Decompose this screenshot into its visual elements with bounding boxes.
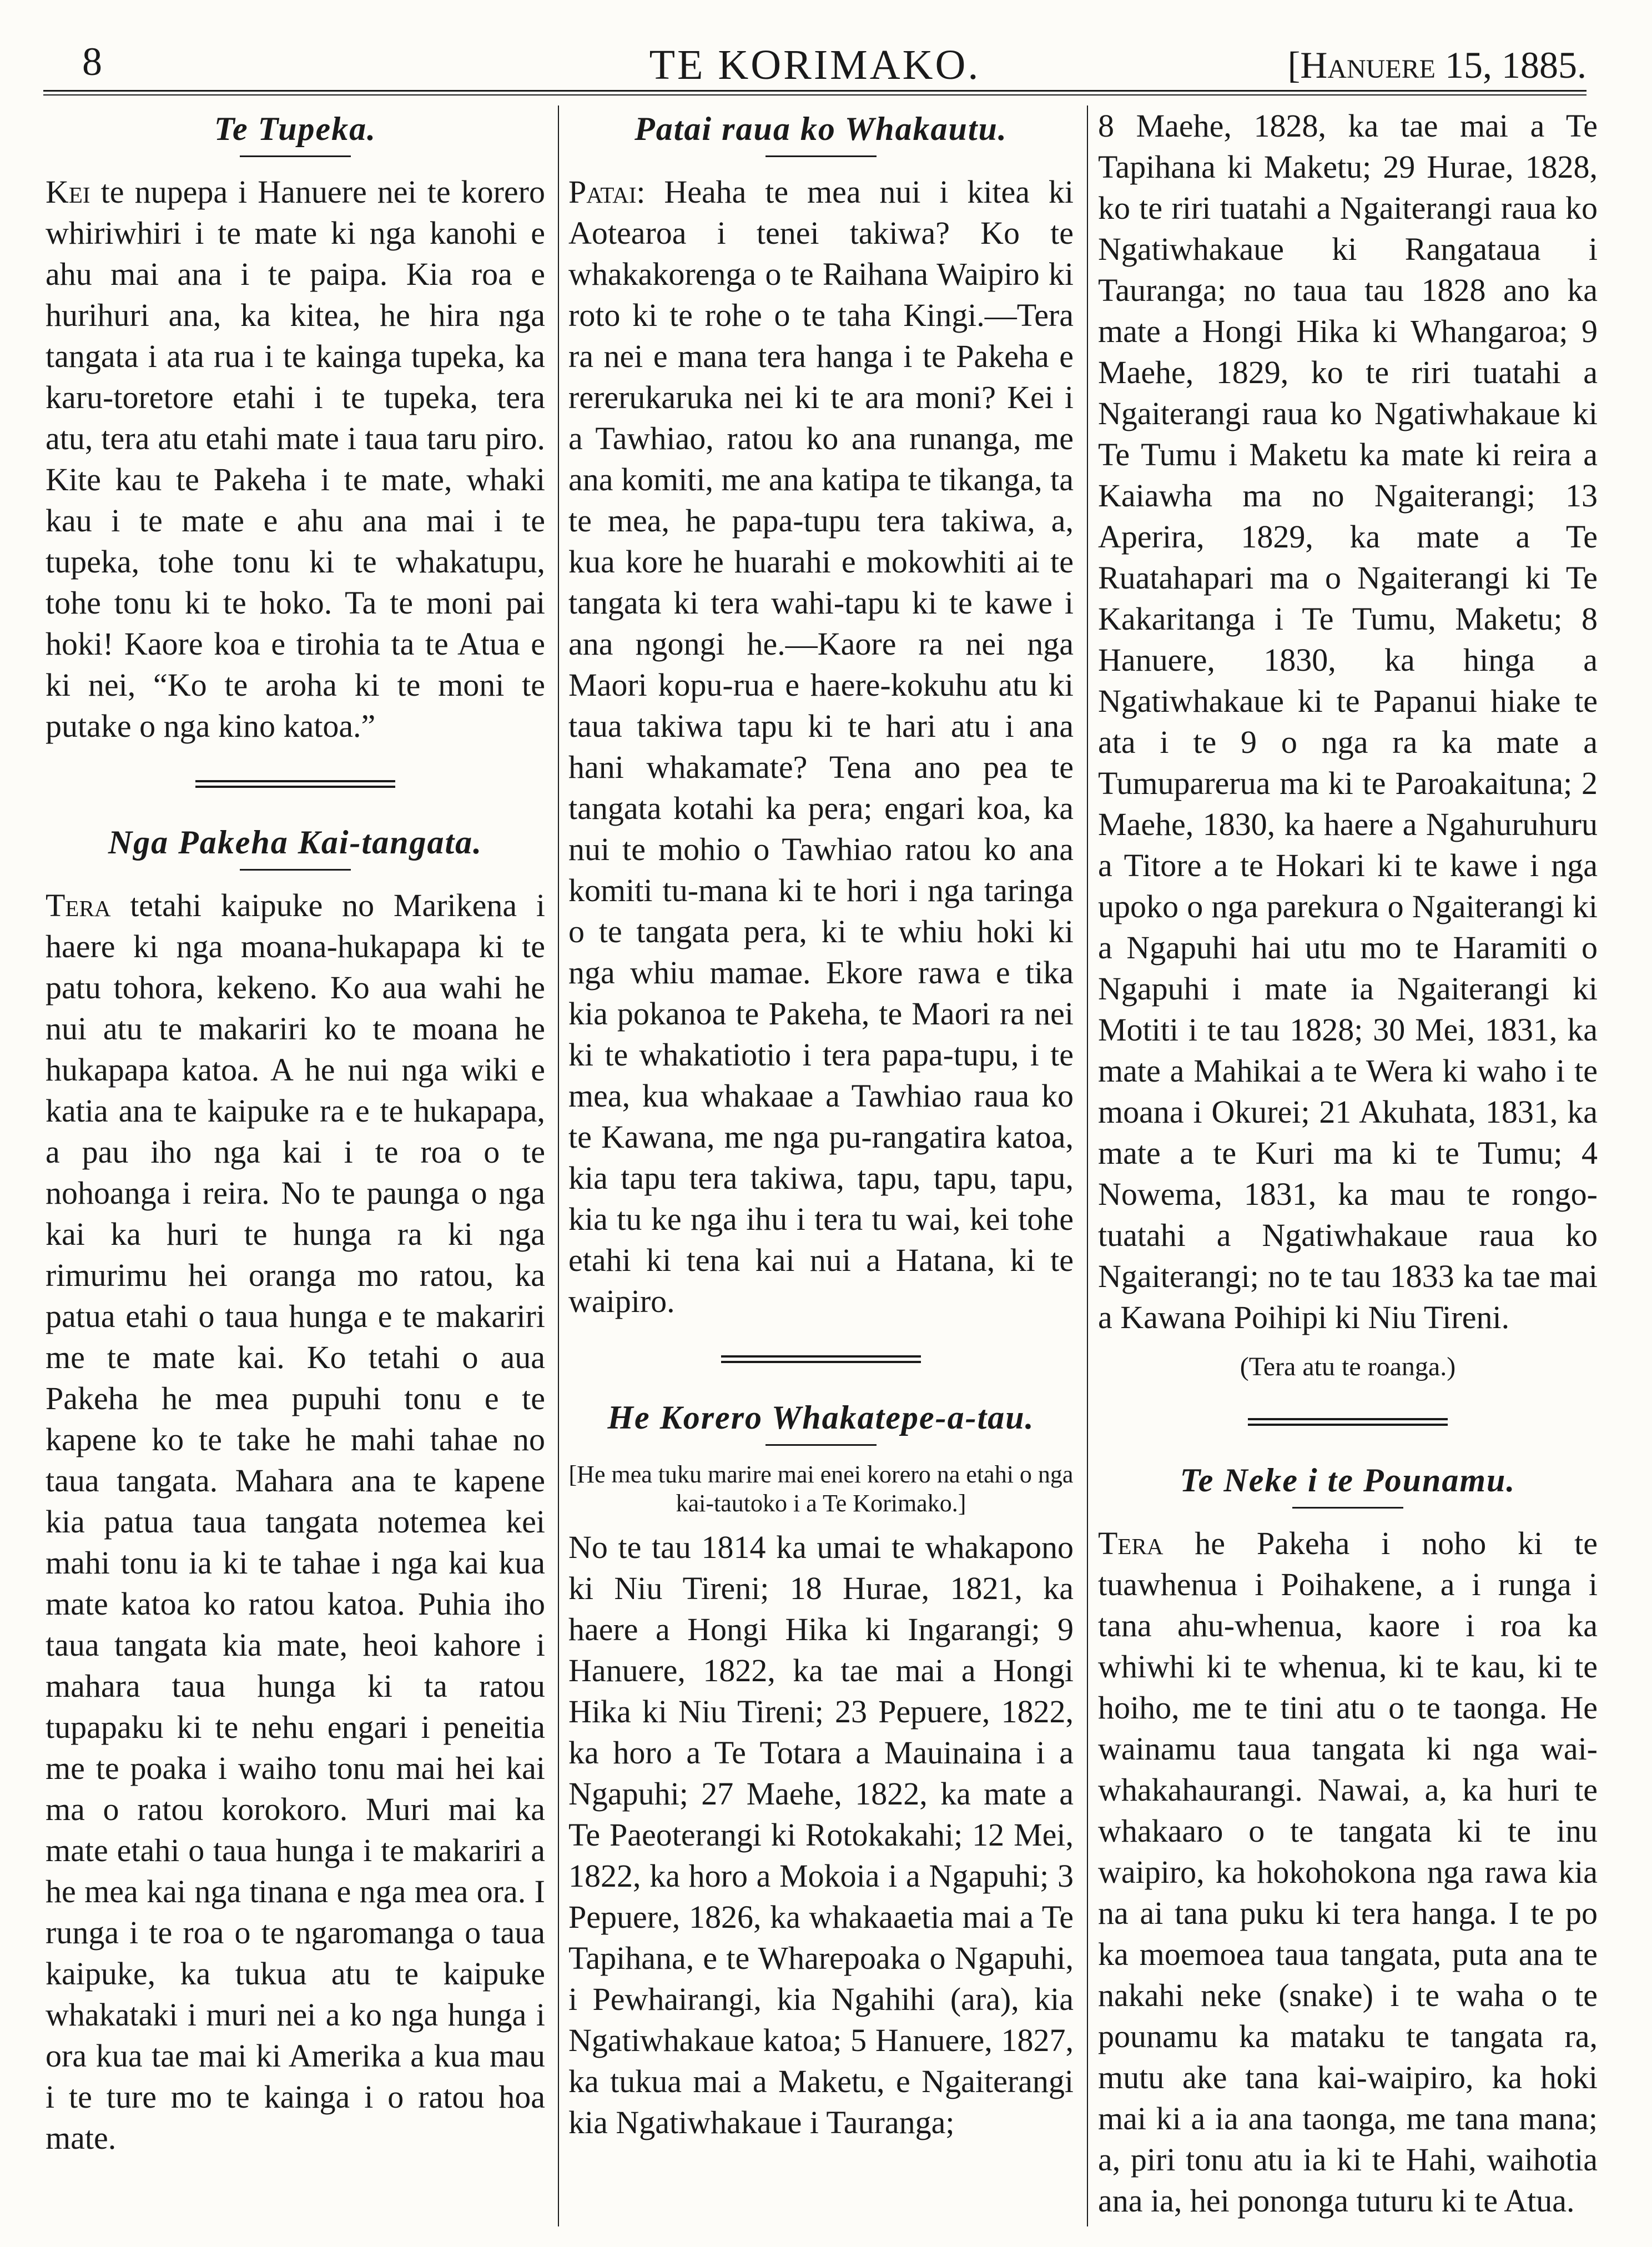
column-1 — [46, 105, 545, 2226]
lead-word: Tera — [1098, 1525, 1164, 1561]
article-title-te-tupeka: Te Tupeka. — [214, 110, 377, 147]
title-rule — [240, 155, 351, 157]
masthead-title: TE KORIMAKO. — [649, 42, 981, 88]
column-divider — [558, 105, 559, 2226]
editor-note: [He mea tuku marire mai enei korero na etahi o nga kai-tautoko i a Te Korimako.] — [568, 1461, 1074, 1517]
article-body-te-tupeka — [46, 172, 545, 747]
column-2 — [568, 105, 1074, 2226]
body-text: tetahi kaipuke no Marikena i haere ki nga moana-hukapapa ki te patu tohora, kekeno. Ko aua wahi he nui atu te makariri ko te moana he hukapapa katoa. A he nui nga wiki e katia ana te kaipuke ra e te hukapapa, a pau iho nga kai i te roa o te nohoanga i reira. No te paunga o nga kai ka huri te hunga ra ki nga rimurimu hei oranga mo ratou, ka patua etahi o taua hunga e te makariri me te mate kai. Ko tetahi o aua Pakeha he mea pupuhi tonu e te kapene ko te take he mahi tahae no taua tangata. Mahara ana te kapene kia patua taua tangata notemea kei mahi tonu ia ki te tahae i nga kai kua mate katoa ko ratou katoa. Puhia iho taua tangata kia mate, heoi kahore i mahara taua hunga ki ta ratou tupapaku ki te nehu engari i peneitia me te poaka i waiho tonu mai hei kai ma o ratou korokoro. Muri mai ka mate etahi o taua hunga i te makariri a he mea kai nga tinana e nga mea ora. I runga i te roa o te ngaromanga o taua kaipuke, ka tukua atu te kaipuke whakataki i muri nei a ko nga hunga i ora kua tae mai ki Amerika a kua mau i te ture mo te kainga i o ratou hoa mate. — [46, 887, 545, 2156]
article-title-nga-pakeha: Nga Pakeha Kai-tangata. — [108, 824, 483, 861]
body-text: he Pakeha i noho ki te tuawhenua i Poihakene, a i runga i tana ahu-whenua, kaore i roa ka whiwhi ki te whenua, ki te kau, ki te hoiho, me te tini atu o te taonga. He wainamu taua tangata ki nga wai-whakahaurangi. Nawai, a, ka huri te whakaaro o te tangata ki te inu waipiro, ka hokohokona nga rawa kia na ai tana puku ki tera hanga. I te po ka moemoea taua tangata, puta ana te nakahi neke (snake) i te waha o te pounamu ka mataku te tangata ra, mutu ake tana kai-waipiro, ka hoki mai ki a ia ana taonga, me tana mana; a, piri tonu atu ia ki te Hahi, waihotia ana ia, hei pononga tuturu ki te Atua. — [1098, 1525, 1598, 2219]
section-divider — [195, 780, 395, 788]
title-rule — [765, 155, 877, 157]
date-month: Hanuere — [1300, 44, 1436, 86]
title-rule — [765, 1444, 877, 1446]
continued-note: (Tera atu te roanga.) — [1240, 1352, 1456, 1381]
lead-word: Kei — [46, 174, 90, 210]
article-title-te-neke: Te Neke i te Pounamu. — [1180, 1462, 1516, 1499]
lead-word: Tera — [46, 887, 111, 923]
section-divider — [1248, 1418, 1448, 1426]
date-bracket: [ — [1287, 44, 1301, 86]
article-body-te-neke — [1098, 1523, 1598, 2221]
article-continuation: 8 Maehe, 1828, ka tae mai a Te Tapihana ki Maketu; 29 Hurae, 1828, ko te riri tuatahi a Ngaiterangi raua ko Ngatiwhakaue ki Rangataua i Tauranga; no taua tau 1828 ano ka mate a Hongi Hika ki Whangaroa; 9 Maehe, 1829, ko te riri tuatahi a Ngaiterangi raua ko Ngatiwhakaue ki Te Tumu i Maketu ka mate ki reira a Kaiawha ma no Ngaiterangi; 13 Aperira, 1829, ka mate a Te Ruatahapari ma o Ngaiterangi ki Te Kakaritanga i Te Tumu, Maketu; 8 Hanuere, 1830, ka hinga a Ngatiwhakaue ki te Papanui hiake te ata i te 9 o nga ra ka mate a Tumuparerua ma ki te Paroakaituna; 2 Maehe, 1830, ka haere a Ngahuruhuru a Titore a te Hokari ki te kawe i nga upoko o nga parekura o Ngaiterangi ki a Ngapuhi hai utu mo te Haramiti o Ngapuhi i mate ia Ngaiterangi ki Motiti i te tau 1828; 30 Mei, 1831, ka mate a Mahikai a te Wera ki waho i te moana i Okurei; 21 Akuhata, 1831, ka mate a te Kuri ma ki te Tumu; 4 Nowema, 1831, ka mau te rongo-tuatahi a Ngatiwhakaue raua ko Ngaiterangi; no te tau 1833 ka tae mai a Kawana Poihipi ki Niu Tireni. — [1098, 108, 1598, 1335]
column-3 — [1098, 105, 1598, 2226]
page-header — [43, 33, 1586, 94]
title-rule — [240, 869, 351, 871]
header-rule — [43, 90, 1586, 92]
article-title-patai: Patai raua ko Whakautu. — [634, 110, 1008, 147]
lead-word: Patai — [568, 174, 637, 210]
article-title-he-korero: He Korero Whakatepe-a-tau. — [607, 1399, 1035, 1436]
issue-date — [1288, 43, 1586, 87]
page-number: 8 — [82, 39, 102, 84]
title-rule — [1292, 1507, 1403, 1509]
date-day-year: 15, 1885. — [1436, 44, 1586, 86]
column-divider — [1087, 105, 1088, 2226]
article-body-patai — [568, 172, 1074, 1322]
section-divider — [721, 1355, 921, 1363]
article-body-nga-pakeha — [46, 885, 545, 2159]
article-body-he-korero: No te tau 1814 ka umai te whakapono ki Niu Tireni; 18 Hurae, 1821, ka haere a Hongi Hika ki Ingarangi; 9 Hanuere, 1822, ka tae mai a Hongi Hika ki Niu Tireni; 23 Pepuere, 1822, ka horo a Te Totara a Mauinaina i a Ngapuhi; 27 Maehe, 1822, ka mate a Te Paeoterangi ki Rotokakahi; 12 Mei, 1822, ka horo a Mokoia i a Ngapuhi; 3 Pepuere, 1826, ka whakaaetia mai a Te Tapihana, e te Wharepoaka o Ngapuhi, i Pewhairangi, kia Ngahihi (ara), kia Ngatiwhakaue katoa; 5 Hanuere, 1827, ka tukua mai a Maketu, e Ngaiterangi kia Ngatiwhakaue i Tauranga; — [568, 1529, 1074, 2140]
body-text: te nupepa i Hanuere nei te korero whiriwhiri i te mate ki nga kanohi e ahu mai ana i te paipa. Kia roa e hurihuri ana, ka kitea, he hira nga tangata i ata rua i te kainga tupeka, ka karu-toretore etahi i te tupeka, tera atu, tera atu etahi mate i taua taru piro. Kite kau te Pakeha i te mate, whaki kau i te mate e ahu ana mai i te tupeka, tohe tonu ki te whakatupu, tohe tonu ki te hoko. Ta te moni pai hoki! Kaore koa e tirohia ta te Atua e ki nei, “Ko te aroha ki te moni te putake o nga kino katoa.” — [46, 174, 545, 744]
body-text: : Heaha te mea nui i kitea ki Aotearoa i tenei takiwa? Ko te whakakorenga o te Raihana Waipiro ki roto ki te rohe o te taha Kingi.—Tera ra nei e mana tera hanga i te Pakeha e rererukaruka nei ki te ara moni? Kei i a Tawhiao, ratou ko ana runanga, me ana komiti, me ana katipa te tikanga, ta te mea, he papa-tupu tera takiwa, a, kua kore he huarahi e mokowhiti ai te tangata ki tera wahi-tapu ki te kawe i ana ngongi he.—Kaore ra nei nga Maori kopu-rua e haere-kokuhu atu ki taua takiwa tapu ki te hari atu i ana hani whakamate? Tena ano pea te tangata kotahi ka pera; engari koa, ka nui te mohio o Tawhiao ratou ko ana komiti tu-mana ki te hori i nga taringa o te tangata pera, ki te whiu hoki ki nga whiu mamae. Ekore rawa e tika kia pokanoa te Pakeha, te Maori ra nei ki te whakatiotio i tera papa-tupu, i te mea, kua whakaae a Tawhiao raua ko te Kawana, me nga pu-rangatira katoa, kia tapu tera takiwa, tapu, tapu, tapu, kia tu ke nga ihu i tera tu wai, kei tohe etahi ki tena kai nui a Hatana, ki te waipiro. — [568, 174, 1074, 1319]
header-rule-thin — [43, 94, 1586, 95]
